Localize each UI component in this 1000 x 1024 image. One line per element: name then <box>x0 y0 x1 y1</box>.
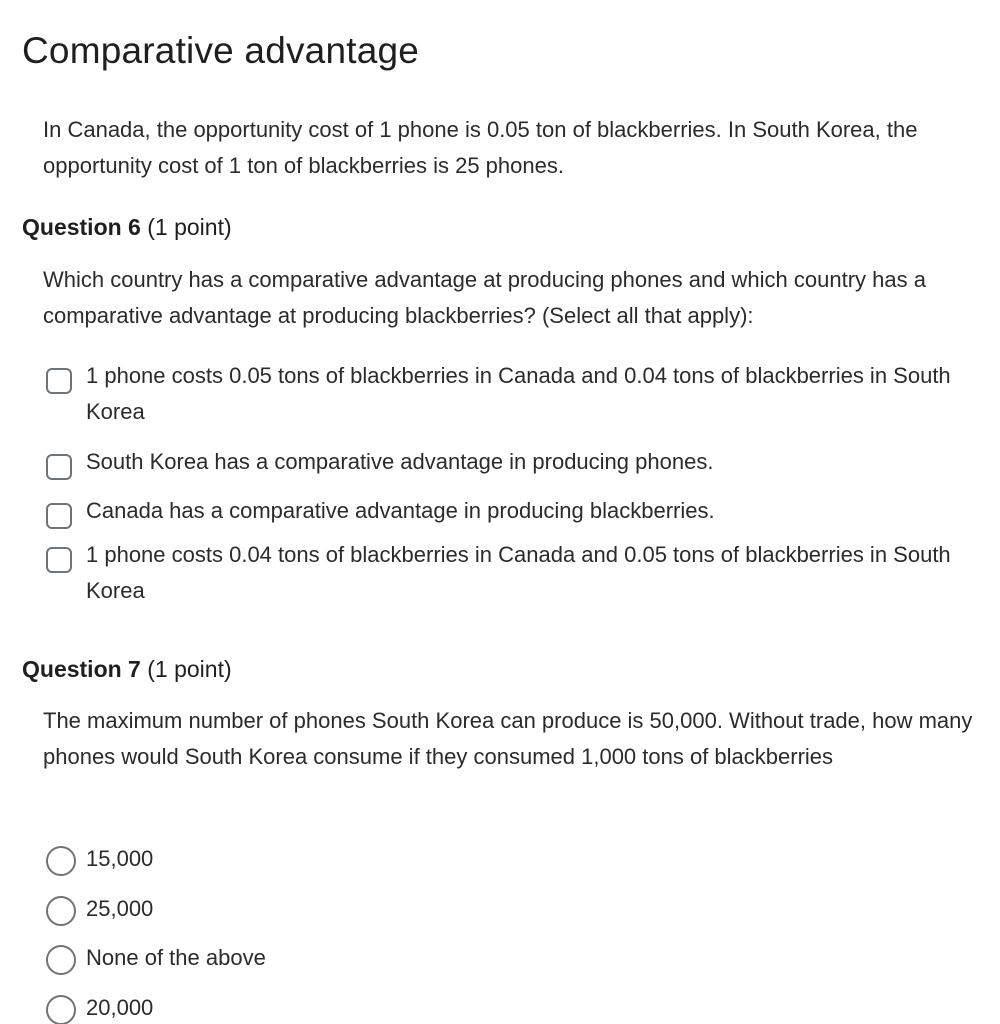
checkbox[interactable] <box>46 368 72 394</box>
option-label: Canada has a comparative advantage in producing blackberries. <box>86 498 715 523</box>
radio-button[interactable] <box>46 995 76 1024</box>
question-7-heading <box>22 656 232 683</box>
question-7-number: Question 7 <box>22 656 141 682</box>
checkbox[interactable] <box>46 503 72 529</box>
checkbox[interactable] <box>46 547 72 573</box>
option-label: 15,000 <box>86 846 154 871</box>
page-title: Comparative advantage <box>22 30 420 71</box>
option-label: None of the above <box>86 945 266 970</box>
option-label: 1 phone costs 0.04 tons of blackberries in Canada and 0.05 tons of blackberries in South Korea <box>86 542 951 603</box>
question-7-text: The maximum number of phones South Korea can produce is 50,000. Without trade, how many phones would South Korea consume if they consumed 1,000 tons of blackberries <box>43 708 973 769</box>
question-6-number: Question 6 <box>22 214 141 240</box>
radio-button[interactable] <box>46 945 76 975</box>
radio-button[interactable] <box>46 896 76 926</box>
option-label: 25,000 <box>86 896 154 921</box>
question-6-heading <box>22 214 232 241</box>
option-label: 20,000 <box>86 995 154 1020</box>
option-label: 1 phone costs 0.05 tons of blackberries in Canada and 0.04 tons of blackberries in South Korea <box>86 363 951 424</box>
intro-text: In Canada, the opportunity cost of 1 phone is 0.05 ton of blackberries. In South Korea, the opportunity cost of 1 ton of blackberries is 25 phones. <box>43 117 918 178</box>
radio-button[interactable] <box>46 846 76 876</box>
question-6-text: Which country has a comparative advantage at producing phones and which country has a comparative advantage at producing blackberries? (Select all that apply): <box>43 267 926 328</box>
question-7-points: (1 point) <box>147 656 232 682</box>
checkbox[interactable] <box>46 454 72 480</box>
option-label: South Korea has a comparative advantage in producing phones. <box>86 449 714 474</box>
question-6-points: (1 point) <box>147 214 232 240</box>
